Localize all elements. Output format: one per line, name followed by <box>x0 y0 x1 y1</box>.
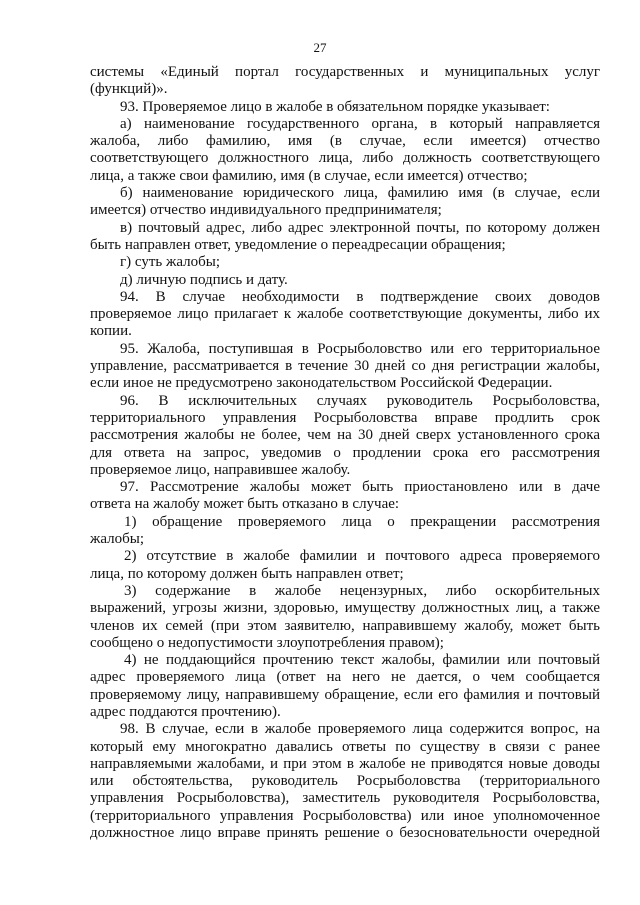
paragraph-93-heading: 93. Проверяемое лицо в жалобе в обязательном порядке указывает: <box>120 98 550 115</box>
paragraph-95-heading: 95. Жалоба, поступившая в Росрыболовство или его территориальное <box>120 340 600 357</box>
list-item-3: 3) содержание в жалобе нецензурных, либо оскорбительных <box>124 582 600 599</box>
text-line: если иное не предусмотрено законодательством Российской Федерации. <box>90 375 553 392</box>
text-line: проверяемое лицо прилагает к жалобе соответствующие документы, либо их <box>90 306 600 323</box>
text-line: или обстоятельства, руководитель Росрыболовства (территориального <box>90 773 600 790</box>
page-number: 27 <box>313 40 327 55</box>
text-line: б) наименование юридического лица, фамилию имя (в случае, если <box>120 185 600 202</box>
text-line: членов их семей (при этом заявителю, направившему жалобу, может быть <box>90 617 600 634</box>
text-line: территориального управления Росрыболовства вправе продлить срок <box>90 409 600 426</box>
paragraph-94-heading: 94. В случае необходимости в подтверждение своих доводов <box>120 288 600 305</box>
text-line: должностное лицо вправе принять решение о безосновательности очередной <box>90 825 600 842</box>
text-line: в) почтовый адрес, либо адрес электронной почты, по которому должен <box>120 219 600 236</box>
text-line: ответа на жалобу может быть отказано в случае: <box>90 496 400 513</box>
text-line: для ответа на запрос, уведомив о продлении срока его рассмотрения <box>90 444 600 461</box>
list-item-1: 1) обращение проверяемого лица о прекращении рассмотрения <box>124 513 600 530</box>
text-line: имеется) отчество индивидуального предпринимателя; <box>90 202 442 219</box>
paragraph-96-heading: 96. В исключительных случаях руководитель Росрыболовства, <box>120 392 600 409</box>
text-line: лица, а также свои фамилию, имя (в случае, если имеется) отчество; <box>90 167 528 184</box>
list-item-4: 4) не поддающийся прочтению текст жалобы, фамилии или почтовый <box>124 652 600 669</box>
text-line: управление, рассматривается в течение 30 дней со дня регистрации жалобы, <box>90 358 600 375</box>
text-line: (территориального управления Росрыболовства) или иное уполномоченное <box>90 807 600 824</box>
text-line: направляемыми жалобами, и при этом в жалобе не приводятся новые доводы <box>90 755 600 772</box>
text-line: жалобы; <box>90 531 145 548</box>
text-line: сообщено о недопустимости злоупотребления правом); <box>90 634 444 651</box>
list-item-2: 2) отсутствие в жалобе фамилии и почтового адреса проверяемого <box>124 548 600 565</box>
text-line: а) наименование государственного органа, в который направляется <box>120 115 600 132</box>
body-text <box>90 64 600 842</box>
text-line: г) суть жалобы; <box>120 254 221 271</box>
text-line: адрес проверяемого лица (ответ на него не дается, о чем сообщается <box>90 669 600 686</box>
text-line: проверяемому лицу, направившему обращение, если его фамилия и почтовый <box>90 686 600 703</box>
paragraph-97-heading: 97. Рассмотрение жалобы может быть приостановлено или в даче <box>120 479 600 496</box>
text-line: соответствующего должностного лица, либо должность соответствующего <box>90 150 600 167</box>
text-line: д) личную подпись и дату. <box>120 271 288 288</box>
text-line: управления Росрыболовства), заместитель руководителя Росрыболовства, <box>90 790 600 807</box>
text-line: рассмотрения жалобы не более, чем на 30 дней сверх установленного срока <box>90 427 600 444</box>
text-line: системы «Единый портал государственных и муниципальных услуг <box>90 64 600 80</box>
text-line: (функций)». <box>90 81 168 98</box>
text-line: быть направлен ответ, уведомление о переадресации обращения; <box>90 236 506 253</box>
text-line: жалоба, либо фамилию, имя (в случае, если имеется) отчество <box>90 133 600 150</box>
paragraph-98-heading: 98. В случае, если в жалобе проверяемого лица содержится вопрос, на <box>120 721 600 738</box>
text-line: выражений, угрозы жизни, здоровью, имуществу должностных лиц, а также <box>90 600 600 617</box>
text-line: копии. <box>90 323 132 340</box>
text-line: проверяемое лицо, направившее жалобу. <box>90 461 351 478</box>
text-line: который ему многократно давались ответы по существу в связи с ранее <box>90 738 600 755</box>
text-line: лица, по которому должен быть направлен ответ; <box>90 565 404 582</box>
text-line: адрес поддаются прочтению). <box>90 703 281 720</box>
